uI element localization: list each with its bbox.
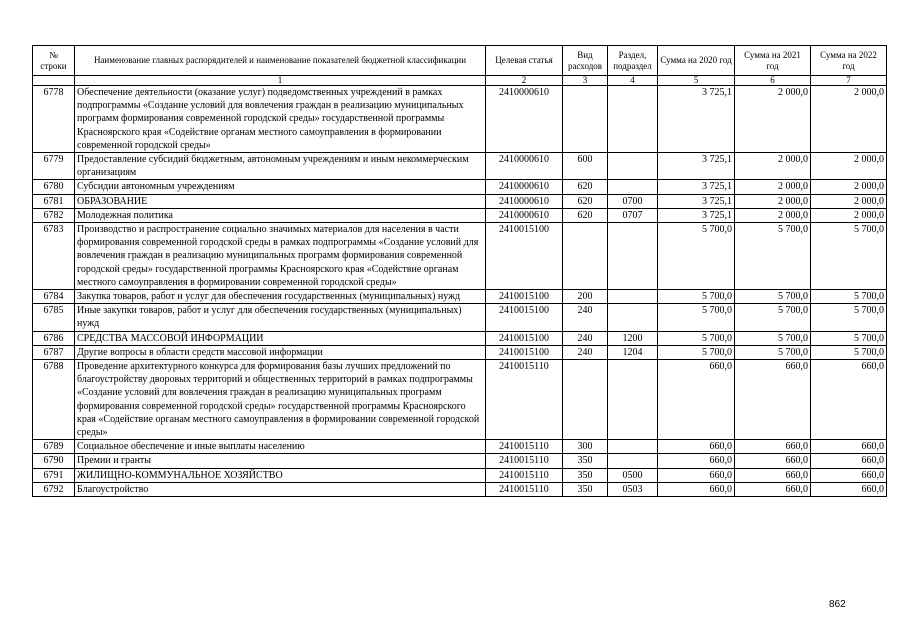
header-target-article: Целевая статья — [486, 46, 563, 76]
row-number: 6785 — [33, 304, 75, 331]
row-name: Проведение архитектурного конкурса для формирования базы лучших предложений по благоустройству дворовых территорий и общественных территорий в рамках подпрограммы «Создание условий для вовлечения граждан в реализацию муниципальных программ формирования современной городской среды» государственной программы Красноярского края «Содействие органам местного самоуправления в формировании современной городской среды» — [75, 360, 486, 440]
amount-2020: 660,0 — [658, 454, 735, 468]
target-article: 2410000610 — [486, 208, 563, 222]
expense-type: 620 — [563, 194, 608, 208]
expense-type: 240 — [563, 331, 608, 345]
row-name: ЖИЛИЩНО-КОММУНАЛЬНОЕ ХОЗЯЙСТВО — [75, 468, 486, 482]
budget-table — [32, 45, 887, 497]
column-number: 1 — [75, 76, 486, 86]
section-code: 1204 — [608, 345, 658, 359]
amount-2022: 2 000,0 — [811, 208, 887, 222]
row-number: 6781 — [33, 194, 75, 208]
target-article: 2410015110 — [486, 482, 563, 496]
header-name: Наименование главных распорядителей и наименование показателей бюджетной классификации — [75, 46, 486, 76]
expense-type: 240 — [563, 304, 608, 331]
table-row — [33, 290, 887, 304]
amount-2020: 660,0 — [658, 440, 735, 454]
expense-type: 350 — [563, 454, 608, 468]
expense-type — [563, 86, 608, 153]
section-code — [608, 86, 658, 153]
row-number: 6788 — [33, 360, 75, 440]
row-number: 6778 — [33, 86, 75, 153]
column-number: 2 — [486, 76, 563, 86]
amount-2021: 5 700,0 — [735, 290, 811, 304]
amount-2020: 660,0 — [658, 482, 735, 496]
amount-2022: 660,0 — [811, 482, 887, 496]
column-numbers-row — [33, 76, 887, 86]
amount-2022: 660,0 — [811, 454, 887, 468]
row-number: 6789 — [33, 440, 75, 454]
amount-2021: 2 000,0 — [735, 153, 811, 180]
amount-2021: 660,0 — [735, 440, 811, 454]
table-row — [33, 440, 887, 454]
expense-type: 350 — [563, 468, 608, 482]
amount-2020: 5 700,0 — [658, 331, 735, 345]
target-article: 2410015100 — [486, 304, 563, 331]
amount-2022: 5 700,0 — [811, 223, 887, 290]
amount-2021: 660,0 — [735, 482, 811, 496]
target-article: 2410000610 — [486, 153, 563, 180]
amount-2022: 2 000,0 — [811, 194, 887, 208]
table-row — [33, 331, 887, 345]
section-code — [608, 304, 658, 331]
row-number: 6784 — [33, 290, 75, 304]
row-name: Иные закупки товаров, работ и услуг для обеспечения государственных (муниципальных) нужд — [75, 304, 486, 331]
expense-type: 620 — [563, 208, 608, 222]
row-number: 6790 — [33, 454, 75, 468]
row-name: Социальное обеспечение и иные выплаты населению — [75, 440, 486, 454]
amount-2022: 660,0 — [811, 360, 887, 440]
section-code: 0707 — [608, 208, 658, 222]
amount-2021: 5 700,0 — [735, 304, 811, 331]
amount-2022: 2 000,0 — [811, 180, 887, 194]
table-row — [33, 360, 887, 440]
amount-2020: 3 725,1 — [658, 194, 735, 208]
table-row — [33, 194, 887, 208]
amount-2021: 5 700,0 — [735, 331, 811, 345]
amount-2020: 5 700,0 — [658, 290, 735, 304]
column-number: 5 — [658, 76, 735, 86]
section-code — [608, 440, 658, 454]
amount-2022: 5 700,0 — [811, 345, 887, 359]
target-article: 2410000610 — [486, 86, 563, 153]
section-code: 1200 — [608, 331, 658, 345]
expense-type: 240 — [563, 345, 608, 359]
amount-2020: 5 700,0 — [658, 304, 735, 331]
row-number: 6791 — [33, 468, 75, 482]
target-article: 2410015100 — [486, 331, 563, 345]
header-sum-2020: Сумма на 2020 год — [658, 46, 735, 76]
amount-2021: 660,0 — [735, 360, 811, 440]
amount-2021: 2 000,0 — [735, 180, 811, 194]
amount-2022: 5 700,0 — [811, 304, 887, 331]
row-number: 6780 — [33, 180, 75, 194]
header-section: Раздел, подраздел — [608, 46, 658, 76]
expense-type: 350 — [563, 482, 608, 496]
row-name: СРЕДСТВА МАССОВОЙ ИНФОРМАЦИИ — [75, 331, 486, 345]
row-number: 6779 — [33, 153, 75, 180]
amount-2021: 2 000,0 — [735, 208, 811, 222]
target-article: 2410015100 — [486, 345, 563, 359]
amount-2021: 5 700,0 — [735, 345, 811, 359]
amount-2020: 5 700,0 — [658, 345, 735, 359]
row-name: Молодежная политика — [75, 208, 486, 222]
amount-2022: 5 700,0 — [811, 290, 887, 304]
section-code — [608, 153, 658, 180]
row-name: Другие вопросы в области средств массовой информации — [75, 345, 486, 359]
amount-2021: 2 000,0 — [735, 194, 811, 208]
table-row — [33, 468, 887, 482]
amount-2022: 2 000,0 — [811, 153, 887, 180]
amount-2022: 2 000,0 — [811, 86, 887, 153]
table-row — [33, 86, 887, 153]
column-number: 4 — [608, 76, 658, 86]
section-code: 0700 — [608, 194, 658, 208]
row-name: Благоустройство — [75, 482, 486, 496]
header-row — [33, 46, 887, 76]
target-article: 2410015110 — [486, 468, 563, 482]
row-name: ОБРАЗОВАНИЕ — [75, 194, 486, 208]
amount-2020: 660,0 — [658, 468, 735, 482]
row-number: 6783 — [33, 223, 75, 290]
amount-2022: 5 700,0 — [811, 331, 887, 345]
section-code — [608, 290, 658, 304]
header-row-number: № строки — [33, 46, 75, 76]
amount-2021: 5 700,0 — [735, 223, 811, 290]
row-name: Закупка товаров, работ и услуг для обеспечения государственных (муниципальных) нужд — [75, 290, 486, 304]
amount-2020: 5 700,0 — [658, 223, 735, 290]
section-code — [608, 360, 658, 440]
target-article: 2410015100 — [486, 290, 563, 304]
row-name: Субсидии автономным учреждениям — [75, 180, 486, 194]
amount-2020: 660,0 — [658, 360, 735, 440]
expense-type: 300 — [563, 440, 608, 454]
row-number: 6792 — [33, 482, 75, 496]
table-row — [33, 208, 887, 222]
row-number: 6782 — [33, 208, 75, 222]
amount-2021: 2 000,0 — [735, 86, 811, 153]
column-number: 6 — [735, 76, 811, 86]
section-code: 0500 — [608, 468, 658, 482]
expense-type: 620 — [563, 180, 608, 194]
table-row — [33, 180, 887, 194]
target-article: 2410015110 — [486, 360, 563, 440]
expense-type — [563, 360, 608, 440]
header-sum-2022: Сумма на 2022 год — [811, 46, 887, 76]
section-code — [608, 454, 658, 468]
expense-type: 600 — [563, 153, 608, 180]
amount-2020: 3 725,1 — [658, 153, 735, 180]
expense-type: 200 — [563, 290, 608, 304]
header-sum-2021: Сумма на 2021 год — [735, 46, 811, 76]
amount-2020: 3 725,1 — [658, 180, 735, 194]
table-row — [33, 153, 887, 180]
column-number-blank — [33, 76, 75, 86]
row-number: 6786 — [33, 331, 75, 345]
section-code — [608, 223, 658, 290]
target-article: 2410015110 — [486, 454, 563, 468]
amount-2021: 660,0 — [735, 468, 811, 482]
table-row — [33, 482, 887, 496]
amount-2022: 660,0 — [811, 440, 887, 454]
table-row — [33, 345, 887, 359]
column-number: 7 — [811, 76, 887, 86]
section-code — [608, 180, 658, 194]
row-name: Премии и гранты — [75, 454, 486, 468]
target-article: 2410015100 — [486, 223, 563, 290]
amount-2022: 660,0 — [811, 468, 887, 482]
column-number: 3 — [563, 76, 608, 86]
target-article: 2410000610 — [486, 180, 563, 194]
table-row — [33, 223, 887, 290]
expense-type — [563, 223, 608, 290]
table-row — [33, 454, 887, 468]
row-number: 6787 — [33, 345, 75, 359]
amount-2020: 3 725,1 — [658, 208, 735, 222]
amount-2020: 3 725,1 — [658, 86, 735, 153]
target-article: 2410000610 — [486, 194, 563, 208]
target-article: 2410015110 — [486, 440, 563, 454]
amount-2021: 660,0 — [735, 454, 811, 468]
row-name: Предоставление субсидий бюджетным, автономным учреждениям и иным некоммерческим организациям — [75, 153, 486, 180]
header-expense-type: Вид расходов — [563, 46, 608, 76]
page-number: 862 — [829, 599, 846, 610]
row-name: Обеспечение деятельности (оказание услуг) подведомственных учреждений в рамках подпрограммы «Создание условий для вовлечения граждан в реализацию муниципальных программ формирования современной городской среды» государственной программы Красноярского края «Содействие органам местного самоуправления в формировании современной городской среды» — [75, 86, 486, 153]
table-row — [33, 304, 887, 331]
row-name: Производство и распространение социально значимых материалов для населения в части формирования современной городской среды в рамках подпрограммы «Создание условий для вовлечения граждан в реализацию муниципальных программ формирования современной городской среды» государственной программы Красноярского края «Содействие органам местного самоуправления в формировании современной городской среды» — [75, 223, 486, 290]
section-code: 0503 — [608, 482, 658, 496]
